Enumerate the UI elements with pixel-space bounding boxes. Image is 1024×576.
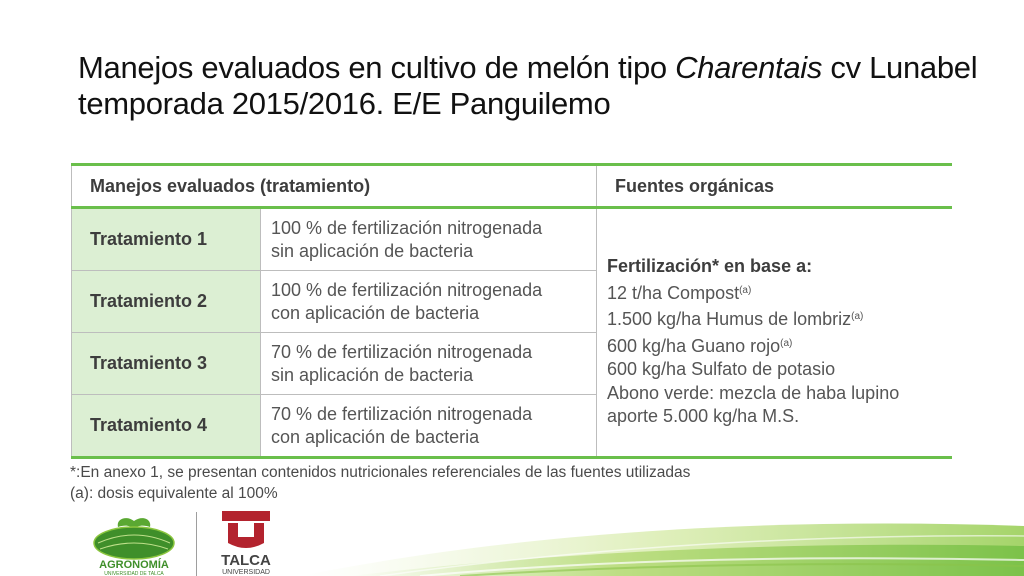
fuentes-compost: 12 t/ha Compost$^{(a)}$ [607, 282, 752, 303]
treatment-description [261, 208, 597, 271]
svg-text:AGRONOMÍA: AGRONOMÍA [99, 559, 169, 571]
description-line: sin aplicación de bacteria [271, 240, 474, 261]
header-manejos: Manejos evaluados (tratamiento) [72, 165, 597, 208]
treatment-name: Tratamiento 4 [72, 395, 261, 458]
table-row [72, 208, 952, 271]
description-line: 70 % de fertilización nitrogenada [271, 403, 533, 424]
description-line: 100 % de fertilización nitrogenada [271, 217, 543, 238]
treatment-name: Tratamiento 2 [72, 271, 261, 333]
description-line: 100 % de fertilización nitrogenada [271, 279, 543, 300]
title-text-1: Manejos evaluados en cultivo de melón tipo [78, 50, 676, 85]
fuentes-abono: Abono verde: mezcla de haba lupino [607, 382, 900, 403]
svg-text:UNIVERSIDAD: UNIVERSIDAD [222, 569, 270, 576]
fuentes-heading: Fertilización* en base a: [607, 256, 813, 276]
treatment-description [261, 333, 597, 395]
footnote-dosis: (a): dosis equivalente al 100% [70, 485, 278, 502]
agronomia-logo-icon [86, 513, 182, 576]
treatment-name: Tratamiento 3 [72, 333, 261, 395]
svg-text:UNIVERSIDAD DE TALCA: UNIVERSIDAD DE TALCA [104, 571, 164, 576]
logo-separator [196, 512, 197, 576]
header-fuentes: Fuentes orgánicas [597, 165, 952, 208]
description-line: 70 % de fertilización nitrogenada [271, 341, 533, 362]
title-text-2: cv Lunabel temporada 2015/2016. E/E Panguilemo [78, 50, 978, 121]
description-line: con aplicación de bacteria [271, 302, 480, 323]
treatment-name: Tratamiento 1 [72, 208, 261, 271]
fuentes-cell [597, 208, 952, 458]
fuentes-humus: 1.500 kg/ha Humus de lombriz$^{(a)}$ [607, 309, 864, 329]
table-header-row [72, 165, 952, 208]
fuentes-guano: 600 kg/ha Guano rojo$^{(a)}$ [607, 335, 793, 356]
fuentes-sulfato: 600 kg/ha Sulfato de potasio [607, 359, 836, 379]
treatments-table [71, 163, 952, 459]
treatment-description [261, 395, 597, 458]
talca-logo-icon [206, 509, 286, 576]
treatment-description [261, 271, 597, 333]
fuentes-aporte: aporte 5.000 kg/ha M.S. [607, 406, 800, 426]
footnote-anexo: *:En anexo 1, se presentan contenidos nutricionales referenciales de las fuentes utilizadas [70, 464, 691, 481]
svg-text:TALCA: TALCA [221, 552, 271, 569]
description-line: sin aplicación de bacteria [271, 364, 474, 385]
title-italic: Charentais [675, 50, 823, 85]
slide-title [78, 50, 978, 122]
description-line: con aplicación de bacteria [271, 426, 480, 447]
